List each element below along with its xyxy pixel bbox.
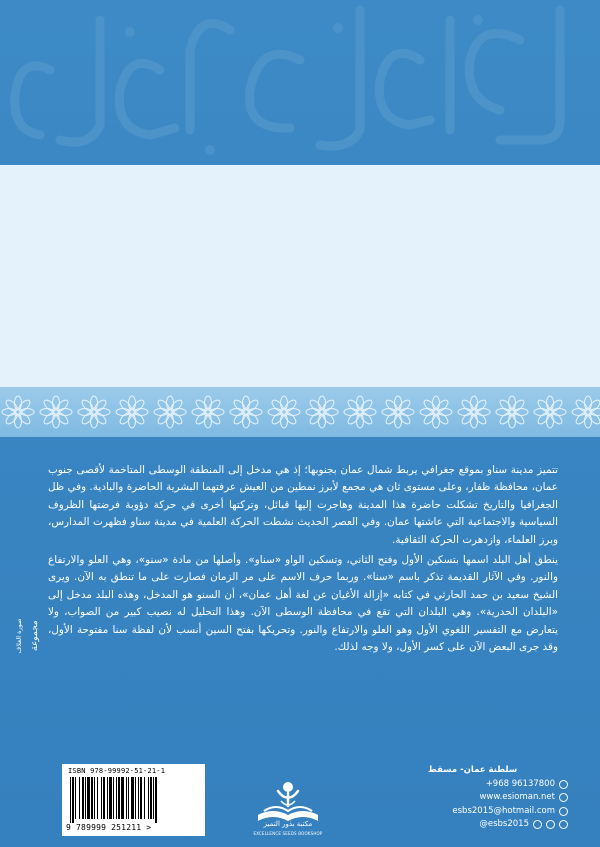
rosette: [2, 396, 34, 428]
ornament-strip: [0, 387, 600, 437]
rosette: [382, 396, 414, 428]
instagram-icon: [559, 820, 568, 829]
phone-icon: [559, 780, 568, 789]
rosette: [78, 396, 110, 428]
isbn-text: ISBN 978-99992-51-21-1: [68, 767, 166, 775]
rosette: [154, 396, 186, 428]
rosette: [496, 396, 528, 428]
contact-email[interactable]: esbs2015@hotmail.com: [452, 805, 555, 816]
light-panel: [0, 165, 600, 387]
calligraphy-art: [0, 0, 600, 160]
barcode-digits: 9 789999 251211 >: [66, 823, 152, 832]
blurb-text: [48, 462, 558, 659]
cover-credit-label: صورة الغلاف: [15, 618, 23, 654]
contact-phone-row: [428, 778, 568, 792]
rosette: [230, 396, 262, 428]
barcode: [62, 764, 205, 836]
facebook-icon: [533, 820, 542, 829]
rosette: [420, 396, 452, 428]
twitter-icon: [546, 820, 555, 829]
rosette: [268, 396, 300, 428]
cover-credit-signature: مجموعة: [30, 620, 40, 652]
rosette: [306, 396, 338, 428]
contact-web-row[interactable]: [428, 791, 568, 805]
blurb-paragraph-1: تتميز مدينة سناو بموقع جغرافي يربط شمال عمان بجنوبها؛ إذ هي مدخل إلى المنطقة الوسطى المتاخمة لأقصى جنوب عمان، محافظة ظفار، وعلى مستوى ثان هي مجمع لأبرز نمطين من العيش عرفتهما البشرية الحاضرة والبادية. وفي ظل الجغرافيا والتاريخ تشكلت حاضرة هذا المدينة وهاجرت إليها قبائل، وتركتها أخرى في حركة دؤوبة فرضتها الظروف السياسية والاجتماعية التي عاشتها عمان. وفي العصر الحديث نشطت الحركة العلمية في مدينة سناو فظهرت المدارس، وبرز العلماء، وازدهرت الحركة الثقافية.: [48, 464, 558, 546]
publisher-name: مكتبة بذور التميز: [263, 820, 313, 828]
contact-email-row[interactable]: [428, 805, 568, 819]
publisher-english: EXCELLENCE SEEDS BOOKSHOP: [253, 831, 323, 836]
rosette: [534, 396, 566, 428]
rosette: [116, 396, 148, 428]
contact-city: سلطنة عمان- مسقط: [428, 765, 518, 775]
rosette: [572, 396, 600, 428]
rosette: [40, 396, 72, 428]
contact-phone: +968 96137800: [485, 778, 555, 789]
rosette: [458, 396, 490, 428]
globe-icon: [559, 793, 568, 802]
barcode-bars: [68, 777, 199, 823]
email-icon: [559, 807, 568, 816]
contact-block: [428, 764, 568, 832]
calligraphy-watermark: [0, 0, 600, 160]
cover-credit: [8, 603, 38, 669]
contact-social[interactable]: @esbs2015: [479, 819, 529, 829]
contact-social-row[interactable]: [428, 818, 568, 832]
blurb-paragraph-2: ينطق أهل البلد اسمها بتسكين الأول وفتح الثاني، وتسكين الواو «سناو». وأصلها من مادة «سنو»، وهي العلو والارتفاع والنور. وفي الآثار القديمة تذكر باسم «سنا». وربما حرف الاسم على مر الزمان فصارت على ما تنطق به الآن. ويرى الشيخ سعيد بن حمد الحارثي في كتابه «إزالة الأغيان عن لغة أهل عمان»، أن السنو هو المدخل، وهذه البلد مدخل إلى «البلدان الحدرية». وهي البلدان التي تقع في محافظة الوسطى الآن. وهذا التحليل له نصيب كبير من الصواب، ولا يتعارض مع التفسير اللغوي الأول وهو العلو والارتفاع والنور. وتحريكها بفتح السين أنسب لأن لفظة سنا مفتوحة الأول، وقد جرى البعض الآن على كسر الأول، ولا وجه لذلك.: [48, 554, 558, 654]
rosette-pattern: [0, 387, 600, 437]
rosette: [344, 396, 376, 428]
rosette: [192, 396, 224, 428]
contact-website[interactable]: www.esioman.net: [479, 792, 555, 802]
